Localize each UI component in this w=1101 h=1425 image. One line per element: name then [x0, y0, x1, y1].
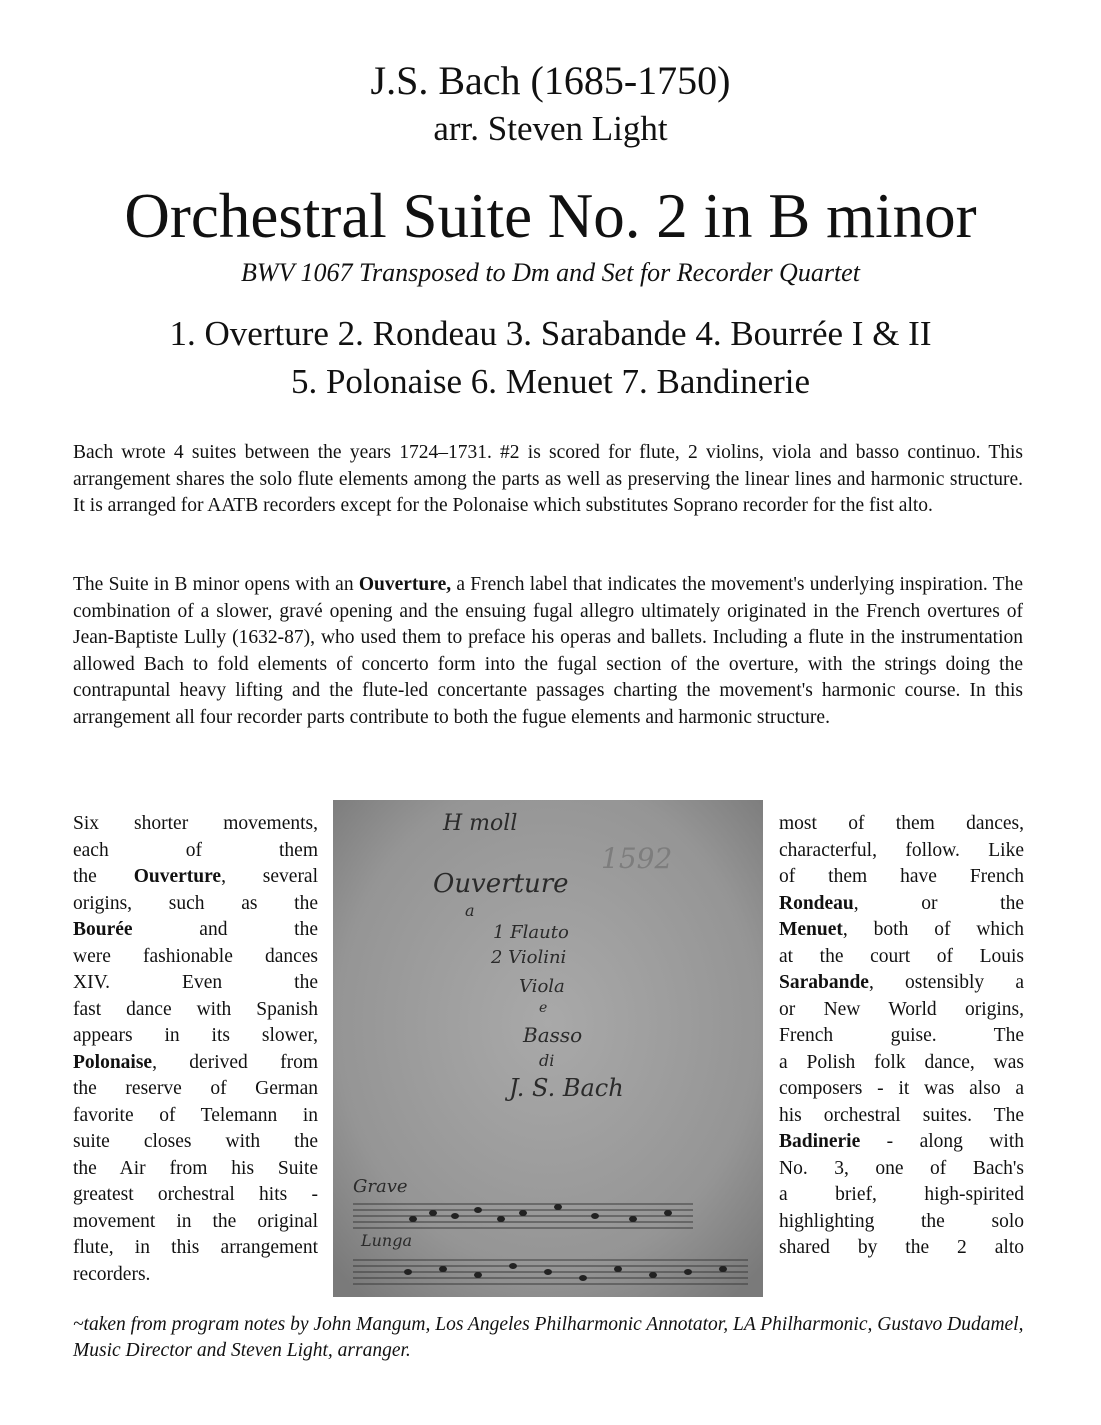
movements-line-2: 5. Polonaise 6. Menuet 7. Bandinerie: [290, 362, 811, 401]
left-line: Bourée and the: [73, 919, 318, 940]
left-line: XIV. Even the: [73, 972, 318, 993]
manuscript-title: Ouverture: [433, 869, 569, 899]
ouverture-paragraph: [73, 572, 1023, 731]
composer-heading: J.S. Bach (1685-1750): [370, 58, 731, 103]
manuscript-instrument: 2 Violini: [491, 947, 567, 968]
right-line: of them have French: [779, 866, 1024, 887]
right-line: composers - it was also a: [779, 1078, 1024, 1099]
right-line: characterful, follow. Like: [779, 839, 1024, 861]
right-line: French guise. The: [779, 1025, 1024, 1046]
left-line: Polonaise, derived from: [73, 1051, 318, 1073]
right-column: [779, 811, 1024, 1262]
manuscript-instrument: Viola: [519, 976, 565, 997]
left-line: recorders.: [73, 1263, 151, 1285]
right-line: Sarabande, ostensibly a: [779, 972, 1024, 993]
paragraph-text: a French label that indicates the movement's underlying inspiration. The combination of a slower, gravé opening and the ensuing fugal allegro ultimately originated in the French overtures of Jean-Baptiste Lully (1632-87), who used them to preface his operas and ballets. Including a flute in the instrumentation allowed Bach to fold elements of concerto form into the fugal section of the overture, with the strings doing the contrapuntal heavy lifting and the flute-led concertante passages charting the movement's harmonic course. In this arrangement all four recorder parts contribute to both the fugue elements and harmonic structure.: [73, 574, 1023, 728]
intro-paragraph: Bach wrote 4 suites between the years 1724–1731. #2 is scored for flute, 2 violins, viola and basso continuo. This arrangement shares the solo flute elements among the parts as well as preserving the linear lines and harmonic structure. It is arranged for AATB recorders except for the Polonaise which substitutes Soprano recorder for the fist alto.: [73, 442, 1023, 516]
right-line: Badinerie - along with: [779, 1131, 1024, 1152]
left-line: the Air from his Suite: [73, 1157, 318, 1179]
page-title: Orchestral Suite No. 2 in B minor: [124, 181, 977, 251]
manuscript-facsimile: [333, 800, 763, 1297]
left-line: fast dance with Spanish: [73, 998, 318, 1020]
left-line: movement in the original: [73, 1210, 318, 1232]
left-column: [73, 811, 318, 1288]
subtitle: BWV 1067 Transposed to Dm and Set for Recorder Quartet: [241, 258, 860, 287]
left-line: origins, such as the: [73, 892, 318, 914]
arranger-heading: arr. Steven Light: [433, 109, 668, 148]
right-line: at the court of Louis: [779, 945, 1024, 967]
right-line: most of them dances,: [779, 813, 1024, 834]
left-line: each of them: [73, 839, 318, 861]
manuscript-instrument: Basso: [523, 1023, 583, 1047]
manuscript-instrument: 1 Flauto: [493, 922, 569, 943]
left-line: greatest orchestral hits -: [73, 1184, 318, 1205]
right-line: his orchestral suites. The: [779, 1104, 1024, 1126]
left-line: appears in its slower,: [73, 1025, 318, 1046]
right-line: or New World origins,: [779, 998, 1024, 1020]
right-line: Menuet, both of which: [779, 919, 1024, 940]
manuscript-composer: J. S. Bach: [509, 1074, 624, 1102]
manuscript-di: di: [539, 1051, 555, 1070]
right-line: a Polish folk dance, was: [779, 1051, 1024, 1073]
right-line: a brief, high-spirited: [779, 1184, 1024, 1205]
left-line: were fashionable dances: [73, 945, 318, 967]
manuscript-a: a: [465, 901, 475, 920]
left-line: suite closes with the: [73, 1131, 318, 1152]
manuscript-image: [333, 800, 763, 1297]
right-line: Rondeau, or the: [779, 892, 1024, 914]
manuscript-key: H moll: [443, 811, 518, 836]
left-line: favorite of Telemann in: [73, 1104, 318, 1126]
left-line: the reserve of German: [73, 1078, 318, 1099]
left-line: flute, in this arrangement: [73, 1237, 318, 1258]
manuscript-instrument: e: [539, 1000, 548, 1016]
manuscript-tempo: Lunga: [361, 1231, 413, 1250]
manuscript-number: 1592: [601, 842, 673, 875]
credit-note: ~taken from program notes by John Mangum, Los Angeles Philharmonic Annotator, LA Philharmonic, Gustavo Dudamel, Music Director and Steven Light, arranger.: [73, 1314, 1024, 1361]
right-line: shared by the 2 alto: [779, 1237, 1024, 1258]
left-line: the Ouverture, several: [73, 866, 319, 887]
bold-term: Ouverture,: [358, 574, 452, 595]
left-line: Six shorter movements,: [73, 813, 318, 834]
movements-line-1: 1. Overture 2. Rondeau 3. Sarabande 4. Bourrée I & II: [169, 314, 932, 353]
paragraph-text: The Suite in B minor opens with an: [73, 574, 359, 595]
right-line: highlighting the solo: [779, 1210, 1024, 1232]
right-line: No. 3, one of Bach's: [779, 1157, 1024, 1179]
manuscript-tempo: Grave: [353, 1176, 408, 1197]
